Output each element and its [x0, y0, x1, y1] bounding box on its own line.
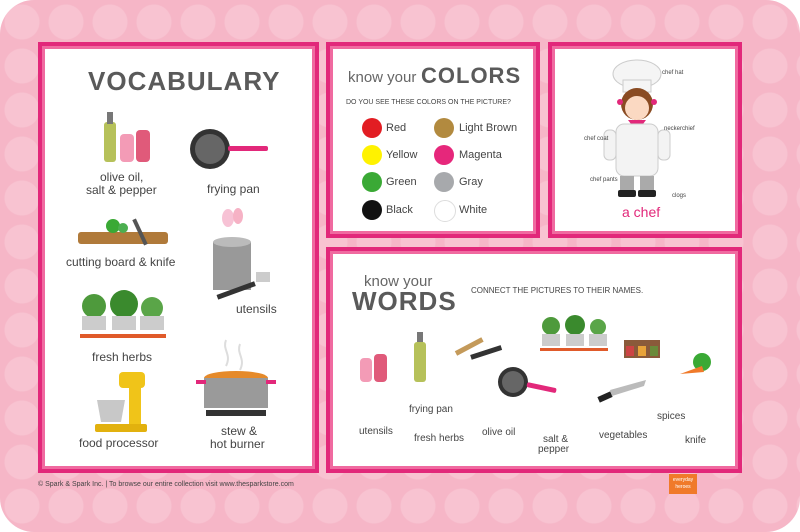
word-vegetables: vegetables [599, 430, 648, 441]
fresh-herbs-illustration [80, 292, 166, 344]
utensils-illustration [208, 210, 280, 302]
words-knife-picture [598, 380, 648, 402]
words-frying-pan-picture [497, 366, 565, 400]
color-swatch-gray [434, 172, 454, 192]
color-label-white: White [459, 204, 488, 216]
color-swatch-red [362, 118, 382, 138]
word-salt-line2: pepper [538, 444, 570, 455]
colors-title: COLORS [421, 63, 522, 88]
word-frying-pan: frying pan [409, 404, 453, 415]
color-swatch-magenta [434, 145, 454, 165]
color-label-green: Green [386, 176, 417, 188]
word-utensils: utensils [359, 426, 393, 437]
vocab-fresh-herbs: fresh herbs [92, 350, 153, 364]
brand-logo: everyday heroes [669, 474, 697, 494]
footer-text: © Spark & Spark Inc. | To browse our entire collection visit www.thesparkstore.com [38, 481, 294, 488]
vocab-olive-oil-line2: salt & pepper [86, 183, 157, 197]
color-label-black: Black [386, 204, 413, 216]
words-salt-pepper-picture [360, 352, 390, 384]
words-instruction: CONNECT THE PICTURES TO THEIR NAMES. [471, 286, 644, 295]
words-olive-oil-picture [414, 332, 430, 384]
cutting-board-illustration [78, 210, 173, 248]
frying-pan-illustration [190, 127, 275, 172]
color-label-yellow: Yellow [386, 149, 418, 161]
word-fresh-herbs: fresh herbs [414, 433, 465, 444]
food-processor-illustration [95, 372, 155, 434]
words-vegetables-picture [678, 352, 720, 382]
vocab-frying-pan: frying pan [207, 182, 260, 196]
vocab-cutting-board: cutting board & knife [66, 255, 176, 269]
words-title-prefix: know your [364, 273, 433, 290]
word-olive-oil: olive oil [482, 427, 516, 438]
vocab-stew-line1: stew & [221, 424, 258, 438]
word-spices: spices [657, 411, 686, 422]
chef-caption: a chef [622, 204, 661, 220]
chef-illustration [600, 58, 690, 206]
color-label-magenta: Magenta [459, 149, 502, 161]
vocabulary-title: VOCABULARY [88, 66, 281, 96]
color-swatch-black [362, 200, 382, 220]
color-swatch-light-brown [434, 118, 454, 138]
chef-label-coat: chef coat [584, 136, 609, 142]
color-label-red: Red [386, 122, 407, 134]
word-knife: knife [685, 435, 707, 446]
chef-label-pants: chef pants [590, 177, 618, 183]
chef-label-neckerchief: neckerchief [664, 126, 695, 132]
words-utensils-picture [454, 330, 504, 362]
color-swatch-yellow [362, 145, 382, 165]
stew-illustration [196, 340, 276, 420]
word-salt-line1: salt & [543, 434, 569, 445]
vocab-utensils: utensils [236, 302, 277, 316]
olive-oil-illustration [100, 112, 160, 167]
colors-title-prefix: know your [348, 69, 417, 86]
words-spices-picture [624, 340, 662, 360]
vocab-food-processor: food processor [79, 436, 159, 450]
words-title: WORDS [352, 286, 457, 316]
chef-label-clogs: clogs [672, 193, 687, 199]
color-label-gray: Gray [459, 176, 483, 188]
colors-question: DO YOU SEE THESE COLORS ON THE PICTURE? [346, 99, 511, 106]
vocab-stew-line2: hot burner [210, 437, 265, 451]
words-herbs-picture [540, 316, 610, 354]
color-swatch-white [434, 200, 456, 222]
color-swatch-green [362, 172, 382, 192]
vocab-olive-oil-line1: olive oil, [100, 170, 144, 184]
chef-label-hat: chef hat [662, 70, 684, 76]
color-label-light-brown: Light Brown [459, 122, 518, 134]
